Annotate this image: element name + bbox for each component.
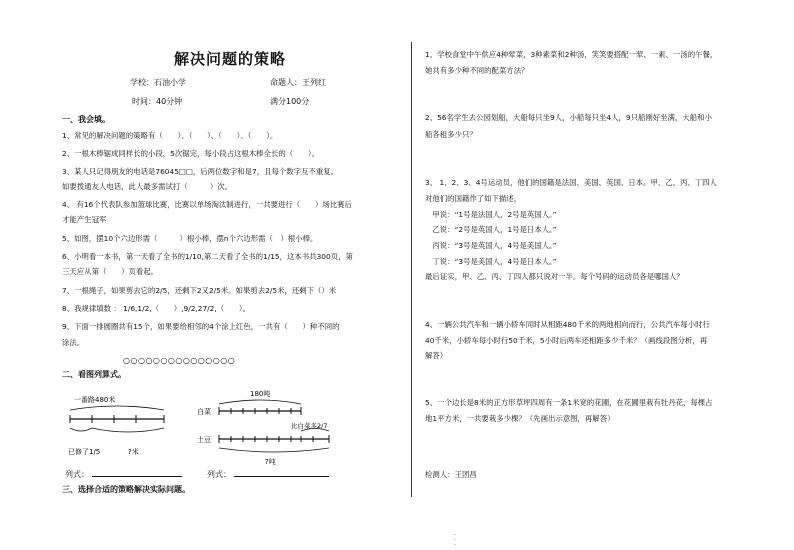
score-label: 满分100分 [270,97,310,106]
r-q5-line: 5、一个边长是8米的正方形草坪四周有一条1米宽的花圃，在花圃里栽有牡丹花，每棵占 [425,398,713,407]
q6-line-cont: 三天应从第（ ）页看起。 [62,267,159,276]
r-q3-statement-d: 丁说：“3号是美国人，4号是日本人。” [425,257,557,266]
formula-1-label: 列式： [65,470,89,479]
r-q3-statement-c: 丙说：“3号是英国人，4号是美国人。” [425,241,557,250]
page-title: 解决问题的策略 [173,50,286,68]
r-q3-line-2: 对他们的国籍作了如下描述， [425,194,522,203]
formula-2-label: 列式： [207,470,231,479]
fig2-bottom-label: ?吨 [265,458,276,466]
fig1-left-label: 已修了1/5 [68,448,101,456]
checker-label: 检测人：王团昌 [425,470,477,479]
section1-heading: 一、我会填。 [62,115,110,124]
column-divider [411,42,412,497]
fig1-right-label: ?米 [128,448,139,456]
q4-line-cont: 才能产生冠军 [62,215,107,224]
q6-line: 6、小明看一本书，第一天看了全书的1/10,第二天看了全书的1/15，这本书共300页，第 [62,252,353,261]
q5-line: 5、如图，摆10个六边形需（ ）根小棒，摆n个六边形需（ ）根小棒。 [62,234,318,243]
r-q2-line-cont: 船各租多少只？ [425,130,477,139]
fig2-row1-label: 白菜 [197,408,211,416]
circle-row: ○○○○○○○○○○○○○○○ [123,356,236,365]
r-q3-statement-b: 乙说：“2号是英国人，1号是日本人。” [425,225,557,234]
q3-line-cont: 如要拨通友人电话，此人最多需试打（ ）次。 [62,182,232,191]
fig1-top-label: 一番路480米 [74,396,116,404]
r-q3-statement-a: 甲说：“1号是法国人，2号是英国人。” [425,210,557,219]
binding-dots: · · · [454,532,456,549]
r-q3-conclusion: 最后证实，甲、乙、丙、丁四人都只说对一半。每个号码的运动员各是哪国人？ [425,272,684,281]
fig2-note-label: 比白菜多2/7 [291,422,328,430]
section3-heading: 三、选择合适的策略解决实际问题。 [62,485,190,494]
q9-line-cont: 涂法。 [62,338,85,347]
formula-2-blank[interactable] [234,468,329,477]
r-q3-line: 3、 1、2、3、4号运动员，他们的国籍是法国、美国、英国、日本。甲、乙、丙、丁四人 [425,178,717,187]
school-label: 学校：石油小学 [130,78,186,87]
r-q4-line-3: 解答） [425,351,448,360]
r-q1-line-cont: 她共有多少种不同的配菜方法？ [425,66,529,75]
q2-line: 2、一根木棒锯成同样长的小段，5次锯完，每小段占这根木棒全长的（ ）。 [62,149,319,158]
q7-line: 7、一根绳子，如果剪去它的2/5，还剩下2又2/5米。如果剪去2/5米，还剩下（）米 [62,286,337,295]
formula-2 [207,468,329,480]
formula-1 [65,468,182,480]
q8-line: 8、我规律填数 ： 1/6,1/2,（ ）,9/2,27/2,（ ）。 [62,304,250,313]
cabbage-potato-diagram [195,386,370,466]
r-q5-line-cont: 地1平方米，一共要栽多少棵？（先画出示意图，再解答） [425,414,615,423]
road-diagram [62,392,182,462]
r-q2-line: 2、56名学生去公园划船，大船每只坐9人，小船每只坐4人，9只船刚好坐满，大船和小 [425,113,712,122]
q9-line: 9、下面一排圆圈共有15个，如果要给相邻的4个涂上红色，一共有（ ）种不同的 [62,322,340,331]
section2-heading: 二、看图列算式。 [62,370,126,379]
r-q1-line: 1、学校食堂中午供应4种荤菜，3种素菜和2种汤，笑笑要搭配一荤、一素、一汤的午餐， [425,50,718,59]
formula-1-blank[interactable] [92,468,182,477]
r-q4-line-2: 40千米，小轿车每小时行50千米，5小时后两车还相距多少千米？（画线段图分析，再 [425,336,708,345]
time-label: 时间：40分钟 [132,97,183,106]
q1-line: 1、常见的解决问题的策略有（ ）、（ ）、（ ）、（ ）。 [62,131,278,140]
fig2-row2-label: 土豆 [197,436,211,444]
q4-line: 4、 有16个代表队参加篮球比赛，比赛以单场淘汰制进行，一共要进行（ ）场比赛后 [62,200,352,209]
author-label: 命题人：王列红 [270,78,326,87]
q3-line: 3、某人只记得朋友的电话是76045□□，后两位数字和是7，且每个数字互不重复。 [62,167,338,176]
r-q4-line: 4、一辆公共汽车和一辆小轿车同时从相距480千米的两地相向而行，公共汽车每小时行 [425,320,710,329]
fig2-top-label: 180吨 [250,390,271,398]
